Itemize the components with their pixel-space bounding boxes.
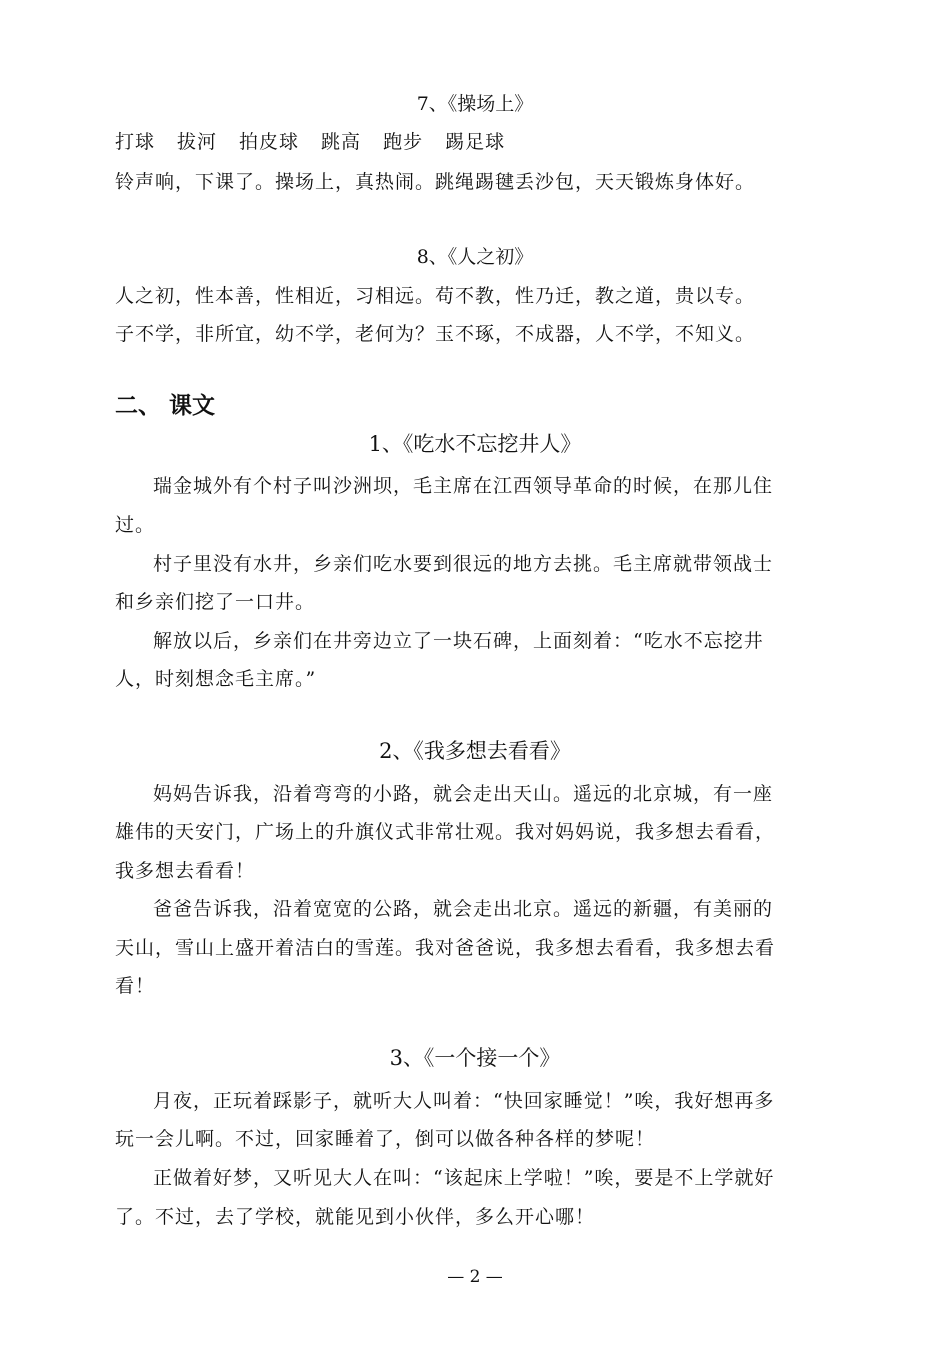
word-item: 拔河 (177, 131, 218, 153)
lesson-1-line: 人，时刻想念毛主席。” (115, 668, 317, 690)
lesson-3-line: 了。不过，去了学校，就能见到小伙伴，多么开心哪！ (115, 1206, 596, 1228)
lesson-1-line: 瑞金城外有个村子叫沙洲坝，毛主席在江西领导革命的时候，在那儿住 (153, 475, 774, 497)
lesson-2-title: 2、《我多想去看看》 (379, 739, 571, 763)
lesson-1-line: 和乡亲们挖了一口井。 (115, 591, 316, 613)
poem-8-line: 人之初，性本善，性相近，习相远。苟不教，性乃迁，教之道，贵以专。 (115, 285, 756, 307)
poem-7-title: 7、《操场上》 (416, 93, 534, 115)
lesson-2-line: 妈妈告诉我，沿着弯弯的小路，就会走出天山。遥远的北京城，有一座 (153, 783, 774, 805)
lesson-3-line: 月夜，正玩着踩影子，就听大人叫着：“快回家睡觉！”唉，我好想再多 (153, 1090, 775, 1112)
lesson-3-title: 3、《一个接一个》 (389, 1046, 561, 1070)
word-item: 跑步 (383, 131, 424, 153)
word-item: 跳高 (321, 131, 362, 153)
lesson-2-line: 爸爸告诉我，沿着宽宽的公路，就会走出北京。遥远的新疆，有美丽的 (153, 898, 774, 920)
lesson-1-line: 解放以后，乡亲们在井旁边立了一块石碑，上面刻着：“吃水不忘挖井 (153, 630, 764, 652)
section-heading: 二、 课文 (115, 393, 216, 419)
lesson-1-title: 1、《吃水不忘挖井人》 (368, 432, 582, 456)
page-number: — 2 — (447, 1267, 503, 1287)
lesson-1-line: 村子里没有水井，乡亲们吃水要到很远的地方去挑。毛主席就带领战士 (153, 553, 774, 575)
word-item: 踢足球 (445, 131, 506, 153)
poem-8-line: 子不学，非所宜，幼不学，老何为？玉不琢，不成器，人不学，不知义。 (115, 323, 756, 345)
poem-7-line: 铃声响，下课了。操场上，真热闹。跳绳踢毽丢沙包，天天锻炼身体好。 (115, 171, 756, 193)
lesson-3-line: 正做着好梦，又听见大人在叫：“该起床上学啦！”唉，要是不上学就好 (153, 1167, 775, 1189)
lesson-2-line: 天山，雪山上盛开着洁白的雪莲。我对爸爸说，我多想去看看，我多想去看 (115, 937, 776, 959)
word-item: 拍皮球 (239, 131, 300, 153)
poem-7-word-list (115, 130, 855, 154)
lesson-1-line: 过。 (115, 514, 156, 536)
lesson-3-line: 玩一会儿啊。不过，回家睡着了，倒可以做各种各样的梦呢！ (115, 1128, 656, 1150)
lesson-2-line: 雄伟的天安门，广场上的升旗仪式非常壮观。我对妈妈说，我多想去看看， (115, 821, 776, 843)
lesson-2-line: 我多想去看看！ (115, 860, 256, 882)
word-item: 打球 (115, 131, 156, 153)
lesson-2-line: 看！ (115, 975, 156, 997)
poem-8-title: 8、《人之初》 (416, 246, 534, 268)
